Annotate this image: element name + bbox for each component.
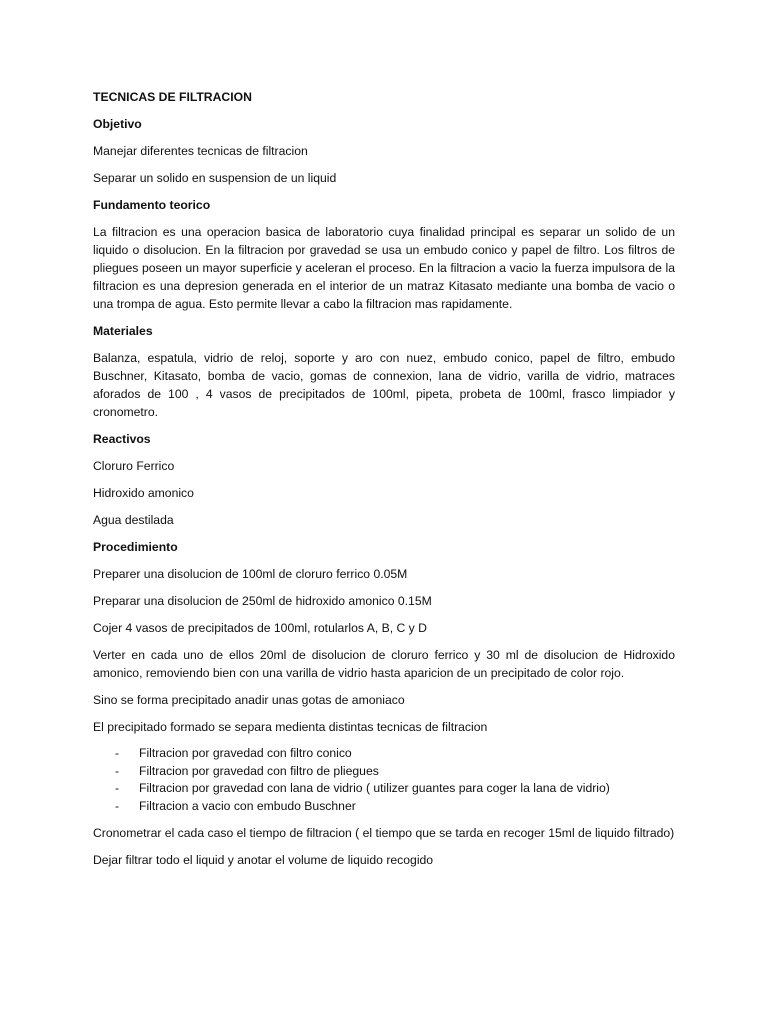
- materiales-paragraph: Balanza, espatula, vidrio de reloj, soporte y aro con nuez, embudo conico, papel de filtro, embudo Buschner, Kitasato, bomba de vacio, gomas de connexion, lana de vidrio, varilla de vidrio, matraces aforados de 100 , 4 vasos de precipitados de 100ml, pipeta, probeta de 100ml, frasco limpiador y cronometro.: [93, 351, 675, 419]
- reactivo-item: Hidroxido amonico: [93, 486, 194, 500]
- reactivo-item: Agua destilada: [93, 513, 174, 527]
- procedimiento-step: El precipitado formado se separa medienta distintas tecnicas de filtracion: [93, 720, 488, 734]
- procedimiento-step: Verter en cada uno de ellos 20ml de disolucion de cloruro ferrico y 30 ml de disolucion de Hidroxido amonico, removiendo bien con una varilla de vidrio hasta aparicion de un precipitado de color rojo.: [93, 648, 675, 680]
- procedimiento-step: Cojer 4 vasos de precipitados de 100ml, rotularlos A, B, C y D: [93, 621, 427, 635]
- objetivo-line: Separar un solido en suspension de un liquid: [93, 171, 337, 185]
- dash-bullet: -: [115, 798, 120, 813]
- dash-bullet: -: [115, 746, 120, 760]
- filtration-techniques-list: [93, 745, 675, 815]
- list-item-text: Filtracion por gravedad con filtro de pliegues: [139, 763, 379, 778]
- fundamento-paragraph: La filtracion es una operacion basica de laboratorio cuya finalidad principal es separar un solido de un liquido o disolucion. En la filtracion por gravedad se usa un embudo conico y papel de filtro. Los filtros de pliegues poseen un mayor superficie y aceleran el proceso. En la filtracion a vacio la fuerza impulsora de la filtracion es una depresion generada en el interior de un matraz Kitasato mediante una bomba de vacio o una trompa de agua. Esto permite llevar a cabo la filtracion mas rapidamente.: [93, 225, 675, 311]
- procedimiento-step: Preparer una disolucion de 100ml de cloruro ferrico 0.05M: [93, 567, 408, 581]
- list-item-text: Filtracion por gravedad con filtro conico: [139, 746, 352, 760]
- list-item: [93, 745, 675, 763]
- procedimiento-step: Sino se forma precipitado anadir unas gotas de amoniaco: [93, 693, 405, 707]
- reactivo-item: Cloruro Ferrico: [93, 459, 175, 473]
- dash-bullet: -: [115, 781, 120, 795]
- dash-bullet: -: [115, 763, 120, 778]
- document-title: TECNICAS DE FILTRACION: [93, 90, 252, 104]
- reactivos-heading: Reactivos: [93, 432, 151, 446]
- procedimiento-heading: Procedimiento: [93, 540, 178, 554]
- document-page: [93, 88, 675, 878]
- procedimiento-step: Cronometrar el cada caso el tiempo de filtracion ( el tiempo que se tarda en recoger 15ml de liquido filtrado): [93, 826, 675, 840]
- list-item: [93, 798, 675, 816]
- procedimiento-step: Preparar una disolucion de 250ml de hidroxido amonico 0.15M: [93, 594, 432, 608]
- procedimiento-step: Dejar filtrar todo el liquid y anotar el volume de liquido recogido: [93, 853, 434, 867]
- list-item: [93, 763, 675, 781]
- list-item: [93, 780, 675, 798]
- list-item-text: Filtracion a vacio con embudo Buschner: [139, 798, 356, 813]
- objetivo-heading: Objetivo: [93, 117, 142, 131]
- list-item-text: Filtracion por gravedad con lana de vidrio ( utilizer guantes para coger la lana de vidrio): [139, 781, 610, 795]
- fundamento-heading: Fundamento teorico: [93, 198, 211, 212]
- materiales-heading: Materiales: [93, 324, 153, 338]
- objetivo-line: Manejar diferentes tecnicas de filtracion: [93, 144, 308, 158]
